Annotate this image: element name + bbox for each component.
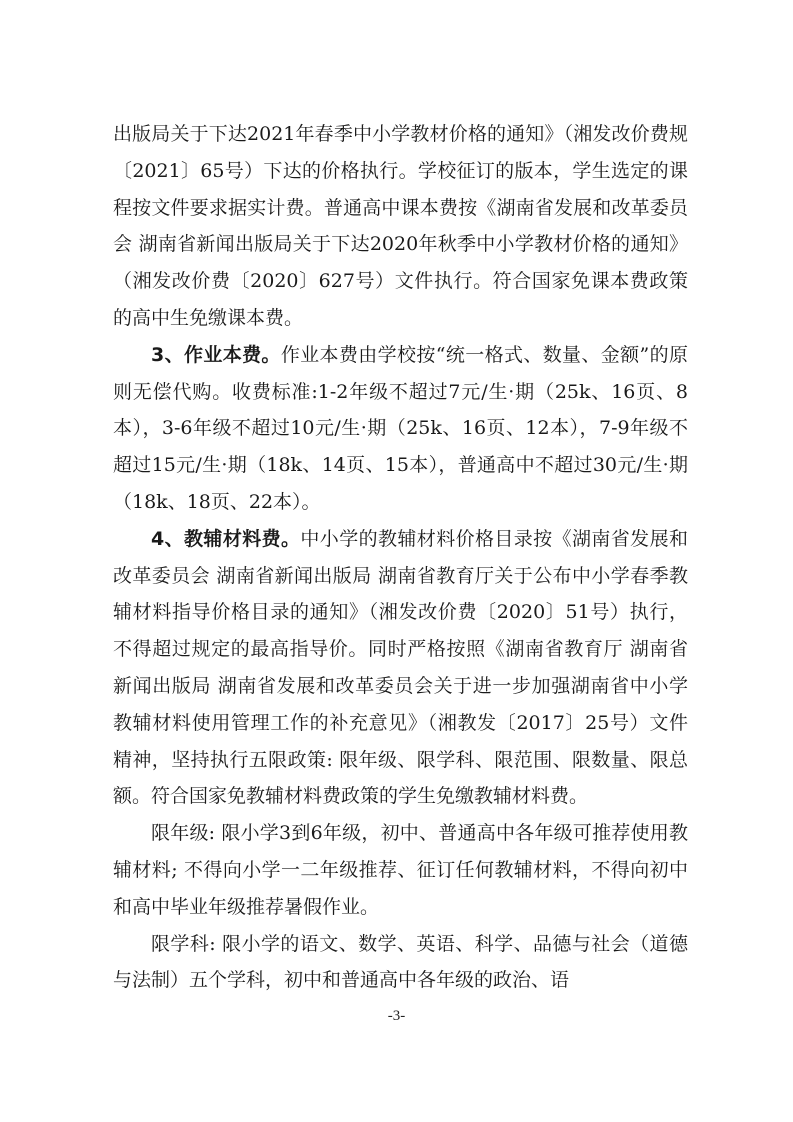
- paragraph-heading: 4、教辅材料费。: [151, 527, 301, 550]
- paragraph-text: 限年级: 限小学3到6年级，初中、普通高中各年级可推荐使用教辅材料; 不得向小学一二年级推荐、征订任何教辅材料，不得向初中和高中毕业年级推荐暑假作业。: [113, 822, 688, 918]
- paragraph-textbook-fees: [113, 116, 688, 337]
- paragraph-heading: 3、作业本费。: [151, 343, 281, 366]
- paragraph-grade-limit: [113, 815, 688, 925]
- paragraph-workbook-fees: [113, 337, 688, 521]
- page-number: -3-: [387, 1008, 406, 1024]
- paragraph-text: 限学科: 限小学的语文、数学、英语、科学、品德与社会（道德与法制）五个学科，初中和普通高中各年级的政治、语: [113, 932, 688, 992]
- document-body: [113, 116, 688, 999]
- paragraph-text: 作业本费由学校按“统一格式、数量、金额”的原则无偿代购。收费标准:1-2年级不超过7元/生·期（25k、16页、8本），3-6年级不超过10元/生·期（25k、16页、12本），7-9年级不超过15元/生·期（18k、14页、15本），普通高中不超过30元/生·期（18k、18页、22本）。: [113, 343, 688, 513]
- paragraph-text: 出版局关于下达2021年春季中小学教材价格的通知》（湘发改价费规〔2021〕65号）下达的价格执行。学校征订的版本，学生选定的课程按文件要求据实计费。普通高中课本费按《湖南省发展和改革委员会 湖南省新闻出版局关于下达2020年秋季中小学教材价格的通知》（湘发改价费〔2020〕627号）文件执行。符合国家免课本费政策的高中生免缴课本费。: [113, 123, 688, 329]
- paragraph-supplementary-material-fees: [113, 521, 688, 815]
- paragraph-text: 中小学的教辅材料价格目录按《湖南省发展和改革委员会 湖南省新闻出版局 湖南省教育厅关于公布中小学春季教辅材料指导价格目录的通知》（湘发改价费〔2020〕51号）执行，不得超过规定的最高指导价。同时严格按照《湖南省教育厅 湖南省新闻出版局 湖南省发展和改革委员会关于进一步加强湖南省中小学教辅材料使用管理工作的补充意见》（湘教发〔2017〕25号）文件精神，坚持执行五限政策: 限年级、限学科、限范围、限数量、限总额。符合国家免教辅材料费政策的学生免缴教辅材料费。: [113, 527, 688, 808]
- paragraph-subject-limit: [113, 926, 688, 1000]
